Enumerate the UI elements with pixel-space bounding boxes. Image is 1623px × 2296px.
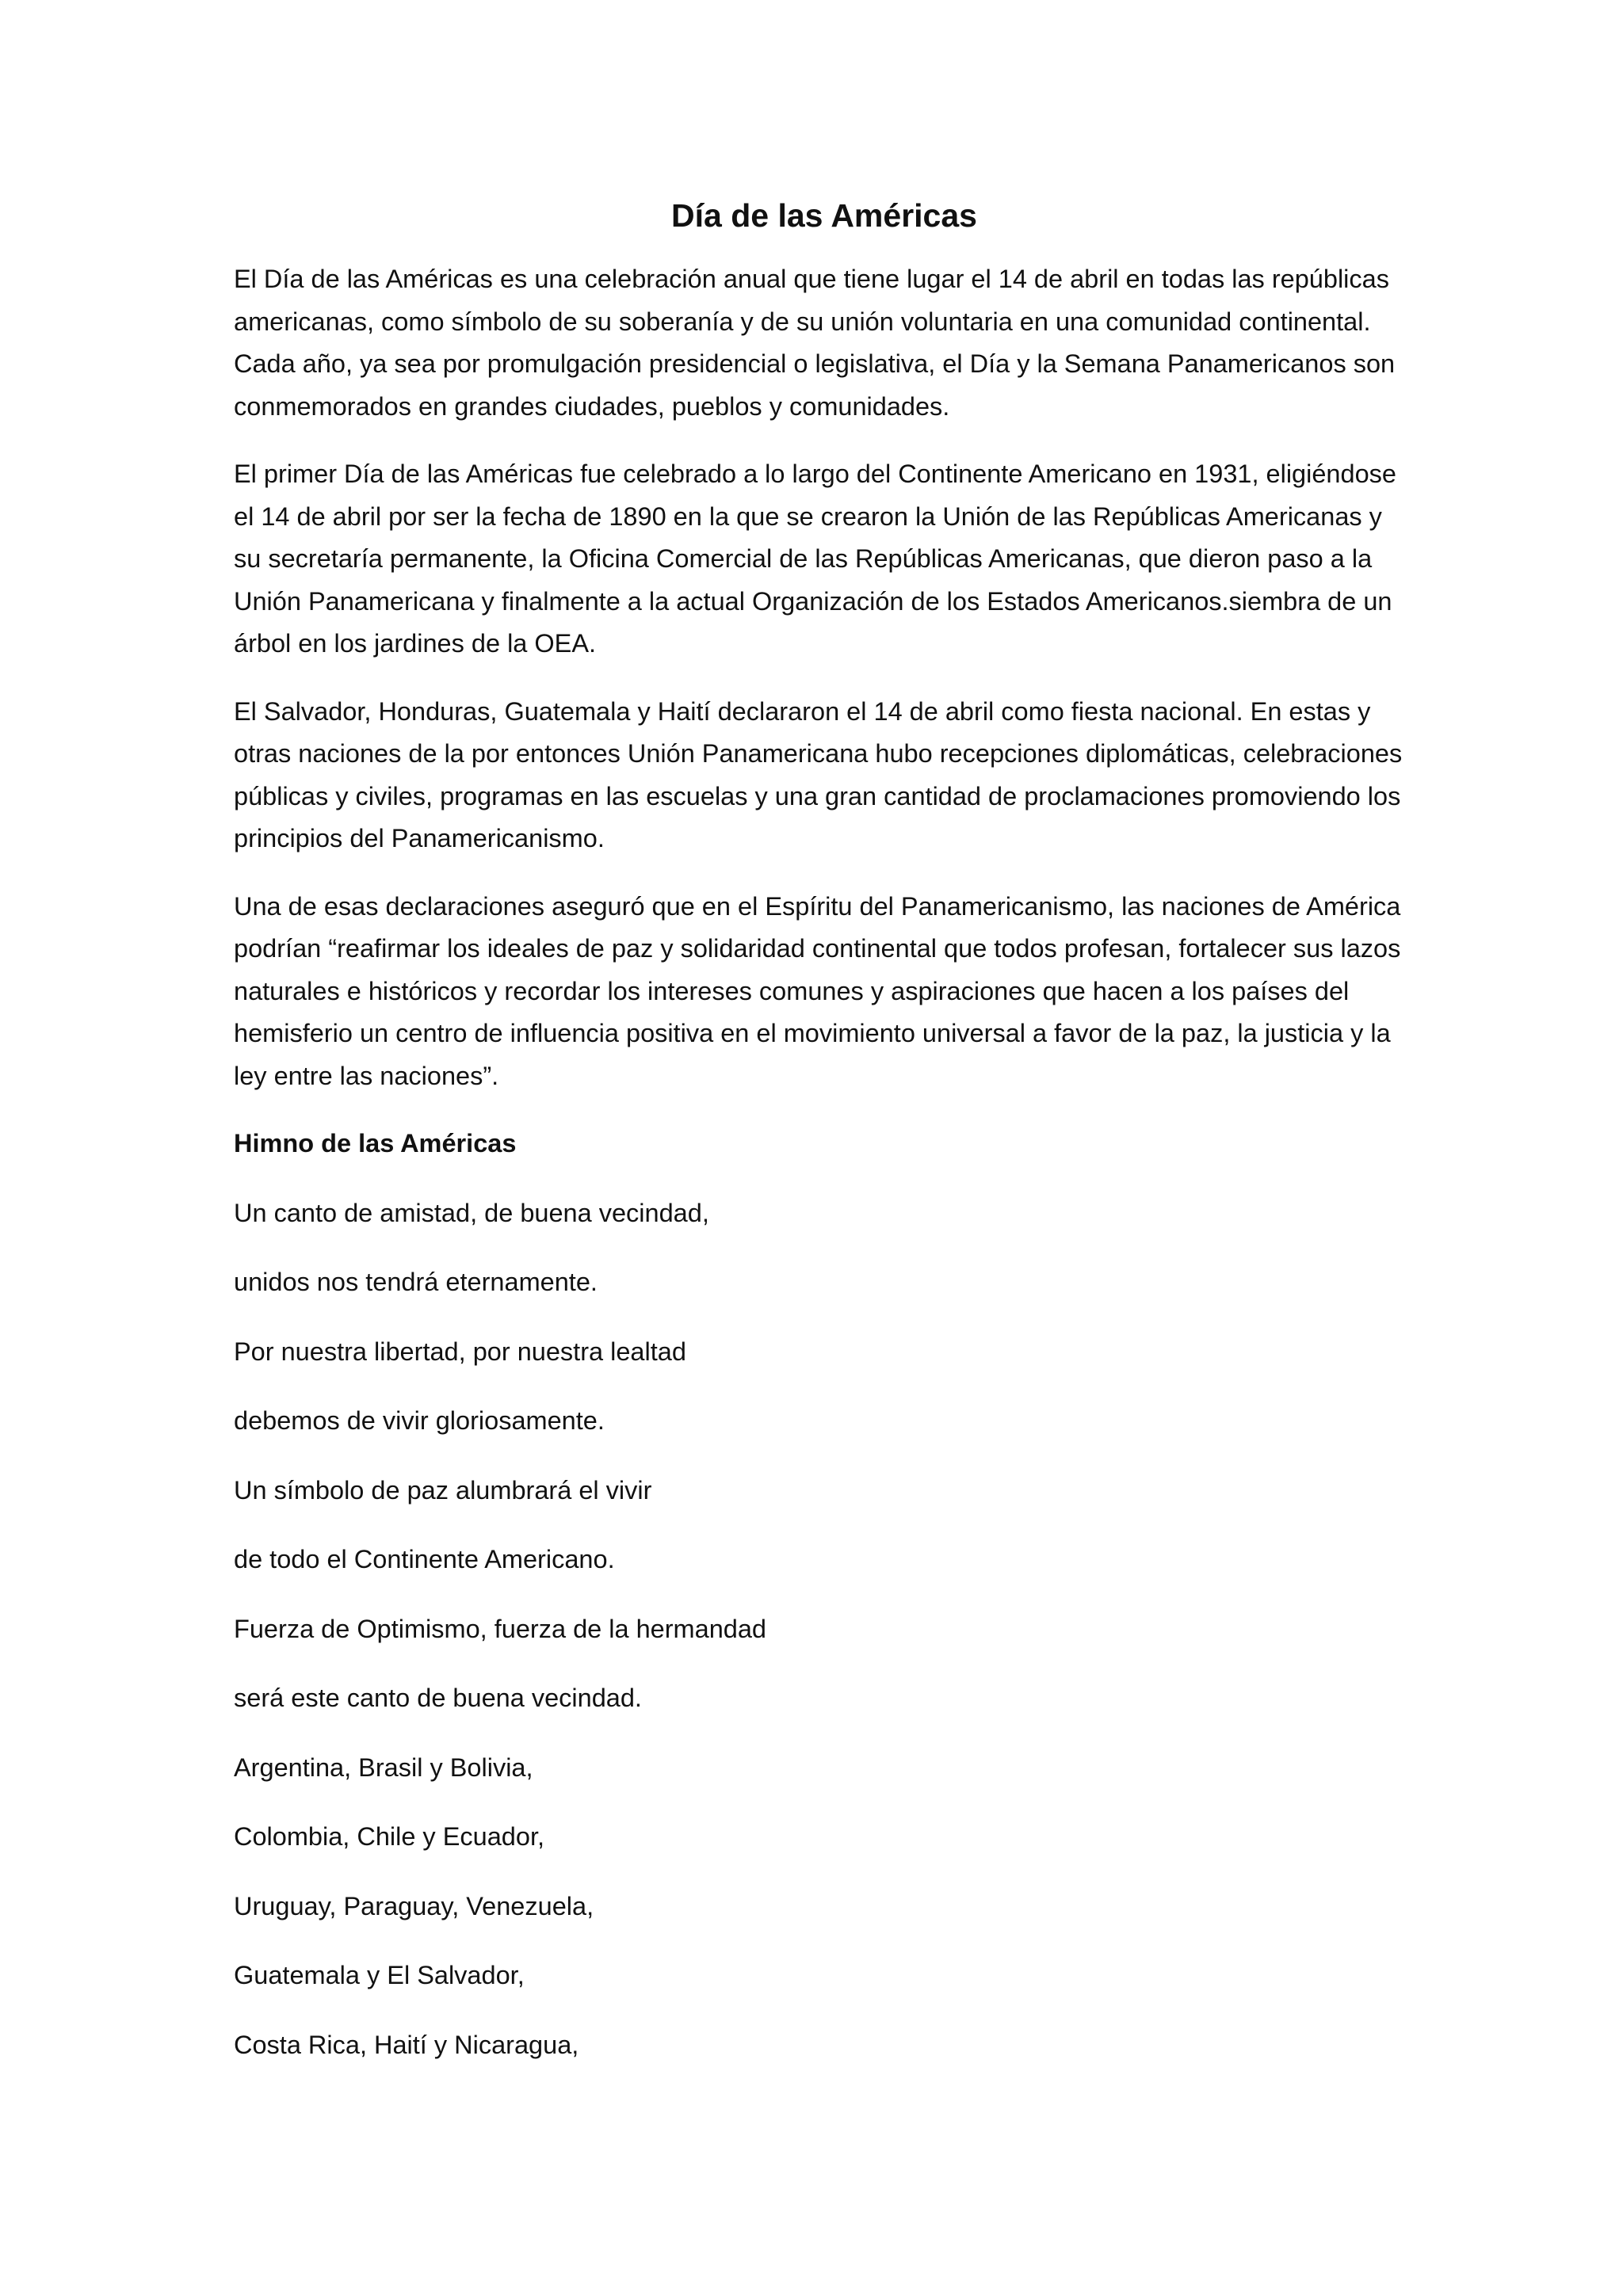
- hymn-lyrics: [234, 1192, 1415, 2067]
- hymn-line: Costa Rica, Haití y Nicaragua,: [234, 2030, 579, 2059]
- document-body: [234, 190, 1415, 2093]
- hymn-line: será este canto de buena vecindad.: [234, 1684, 642, 1712]
- hymn-line: Fuerza de Optimismo, fuerza de la hermandad: [234, 1614, 766, 1643]
- document-title: Día de las Américas: [671, 197, 977, 234]
- hymn-line: Argentina, Brasil y Bolivia,: [234, 1753, 533, 1782]
- paragraph-intro: El Día de las Américas es una celebración anual que tiene lugar el 14 de abril en todas las repúblicas americanas, como símbolo de su soberanía y de su unión voluntaria en una comunidad continental. Cada año, ya sea por promulgación presidencial o legislativa, el Día y la Semana Panamericanos son conmemorados en grandes ciudades, pueblos y comunidades.: [234, 265, 1396, 421]
- hymn-line: de todo el Continente Americano.: [234, 1545, 615, 1573]
- hymn-line: debemos de vivir gloriosamente.: [234, 1406, 605, 1435]
- paragraph-history: El primer Día de las Américas fue celebrado a lo largo del Continente Americano en 1931, eligiéndose el 14 de abril por ser la fecha de 1890 en la que se crearon la Unión de las Repúblicas Americanas y su secretaría permanente, la Oficina Comercial de las Repúblicas Americanas, que dieron paso a la Unión Panamericana y finalmente a la actual Organización de los Estados Americanos.siembra de un árbol en los jardines de la OEA.: [234, 460, 1396, 658]
- hymn-line: Colombia, Chile y Ecuador,: [234, 1822, 544, 1851]
- paragraph-national-holiday: El Salvador, Honduras, Guatemala y Haití declararon el 14 de abril como fiesta nacional. En estas y otras naciones de la por entonces Unión Panamericana hubo recepciones diplomáticas, celebraciones públicas y civiles, programas en las escuelas y una gran cantidad de proclamaciones promoviendo los principios del Panamericanismo.: [234, 696, 1403, 852]
- hymn-line: Por nuestra libertad, por nuestra lealtad: [234, 1337, 686, 1366]
- hymn-line: unidos nos tendrá eternamente.: [234, 1268, 598, 1296]
- hymn-line: Uruguay, Paraguay, Venezuela,: [234, 1891, 594, 1920]
- hymn-heading: Himno de las Américas: [234, 1129, 517, 1158]
- hymn-line: Guatemala y El Salvador,: [234, 1961, 525, 1989]
- hymn-line: Un símbolo de paz alumbrará el vivir: [234, 1475, 652, 1505]
- paragraph-declaration-quote: Una de esas declaraciones aseguró que en el Espíritu del Panamericanismo, las naciones de América podrían “reafirmar los ideales de paz y solidaridad continental que todos profesan, fortalecer sus lazos naturales e históricos y recordar los intereses comunes y aspiraciones que hacen a los países del hemisferio un centro de influencia positiva en el movimiento universal a favor de la paz, la justicia y la ley entre las naciones”.: [234, 891, 1401, 1090]
- hymn-line: Un canto de amistad, de buena vecindad,: [234, 1198, 709, 1227]
